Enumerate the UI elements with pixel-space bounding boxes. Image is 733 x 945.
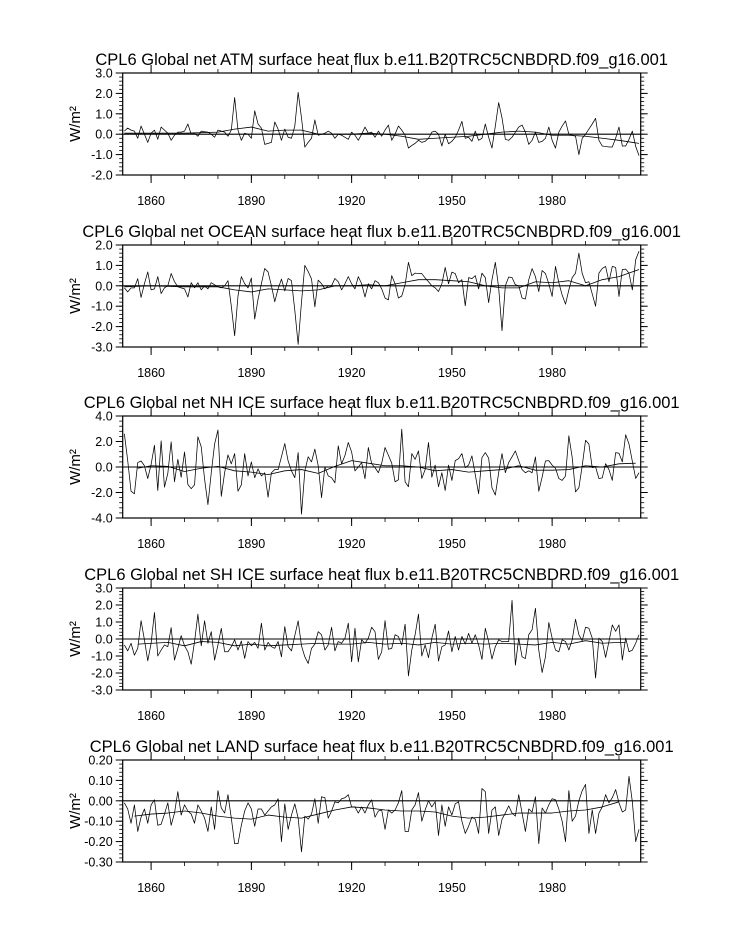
- x-tick-label: 1890: [237, 194, 266, 208]
- y-tick-label: 4.0: [95, 409, 113, 424]
- y-tick-label: 3.0: [95, 66, 113, 81]
- x-tick-label: 1890: [237, 881, 266, 895]
- panel-title: CPL6 Global net ATM surface heat flux b.e11.B20TRC5CNBDRD.f09_g16.001: [95, 51, 669, 69]
- x-tick-label: 1980: [538, 881, 567, 895]
- plot-frame: [123, 245, 641, 347]
- y-tick-label: -1.0: [91, 299, 113, 314]
- y-tick-label: 3.0: [95, 581, 113, 596]
- y-tick-label: -2.0: [91, 666, 113, 681]
- x-tick-label: 1920: [337, 709, 366, 723]
- panel-3: [67, 394, 680, 551]
- y-axis-label: W/m²: [67, 278, 84, 314]
- x-tick-label: 1980: [538, 194, 567, 208]
- y-tick-label: 0.0: [95, 279, 113, 294]
- x-tick-label: 1860: [137, 881, 166, 895]
- y-tick-label: 1.0: [95, 258, 113, 273]
- panel-title: CPL6 Global net OCEAN surface heat flux b.e11.B20TRC5CNBDRD.f09_g16.001: [82, 223, 681, 241]
- y-tick-label: 2.0: [95, 238, 113, 253]
- y-tick-label: -3.0: [91, 683, 113, 698]
- series-line-smoothed: [124, 127, 639, 143]
- x-tick-label: 1950: [437, 537, 466, 551]
- panel-4: [67, 566, 679, 723]
- y-tick-label: -2.0: [91, 168, 113, 183]
- x-tick-label: 1860: [137, 194, 166, 208]
- x-tick-label: 1890: [237, 366, 266, 380]
- y-tick-label: 0.0: [95, 632, 113, 647]
- series-line-smoothed: [138, 641, 626, 646]
- y-tick-label: 0.20: [88, 753, 113, 768]
- y-tick-label: -1.0: [91, 649, 113, 664]
- y-tick-label: 0.10: [88, 773, 113, 788]
- y-tick-label: -0.30: [84, 855, 113, 870]
- x-tick-label: 1950: [437, 366, 466, 380]
- y-tick-label: 2.0: [95, 598, 113, 613]
- y-tick-label: -2.0: [91, 486, 113, 500]
- x-tick-label: 1980: [538, 366, 567, 380]
- y-tick-label: -1.0: [91, 148, 113, 163]
- y-tick-label: -4.0: [91, 511, 113, 526]
- y-tick-label: -3.0: [91, 340, 113, 355]
- panel-2: [67, 223, 681, 380]
- x-tick-label: 1920: [337, 194, 366, 208]
- x-tick-label: 1890: [237, 709, 266, 723]
- panel-title: CPL6 Global net SH ICE surface heat flux b.e11.B20TRC5CNBDRD.f09_g16.001: [84, 566, 680, 584]
- panel-title: CPL6 Global net NH ICE surface heat flux b.e11.B20TRC5CNBDRD.f09_g16.001: [83, 394, 680, 412]
- y-tick-label: -0.10: [84, 814, 113, 829]
- x-tick-label: 1860: [137, 537, 166, 551]
- x-tick-label: 1860: [137, 366, 166, 380]
- y-axis-label: W/m²: [67, 793, 84, 829]
- y-axis-label: W/m²: [67, 106, 84, 142]
- x-tick-label: 1950: [437, 709, 466, 723]
- y-tick-label: 0.00: [88, 794, 113, 809]
- y-tick-label: 0.0: [95, 127, 113, 142]
- y-tick-label: 1.0: [95, 107, 113, 122]
- x-tick-label: 1860: [137, 709, 166, 723]
- y-tick-label: -2.0: [91, 320, 113, 335]
- x-tick-label: 1950: [437, 194, 466, 208]
- y-tick-label: 1.0: [95, 615, 113, 630]
- x-tick-label: 1920: [337, 537, 366, 551]
- x-tick-label: 1980: [538, 537, 567, 551]
- x-tick-label: 1920: [337, 881, 366, 895]
- plot-frame: [123, 73, 641, 175]
- panel-5: [67, 738, 674, 895]
- y-tick-label: 2.0: [95, 86, 113, 101]
- y-tick-label: 2.0: [95, 435, 113, 449]
- y-axis-label: W/m²: [67, 621, 84, 657]
- y-tick-label: -0.20: [84, 835, 113, 850]
- x-tick-label: 1890: [237, 537, 266, 551]
- series-line-annual: [124, 251, 639, 344]
- panel-1: [67, 51, 668, 208]
- y-axis-label: W/m²: [67, 449, 84, 485]
- panel-title: CPL6 Global net LAND surface heat flux b.e11.B20TRC5CNBDRD.f09_g16.001: [89, 738, 674, 756]
- series-line-annual: [124, 92, 639, 155]
- x-tick-label: 1920: [337, 366, 366, 380]
- x-tick-label: 1950: [437, 881, 466, 895]
- series-line-annual: [124, 776, 639, 851]
- series-line-annual: [124, 429, 639, 514]
- x-tick-label: 1980: [538, 709, 567, 723]
- y-tick-label: 0.0: [95, 460, 113, 475]
